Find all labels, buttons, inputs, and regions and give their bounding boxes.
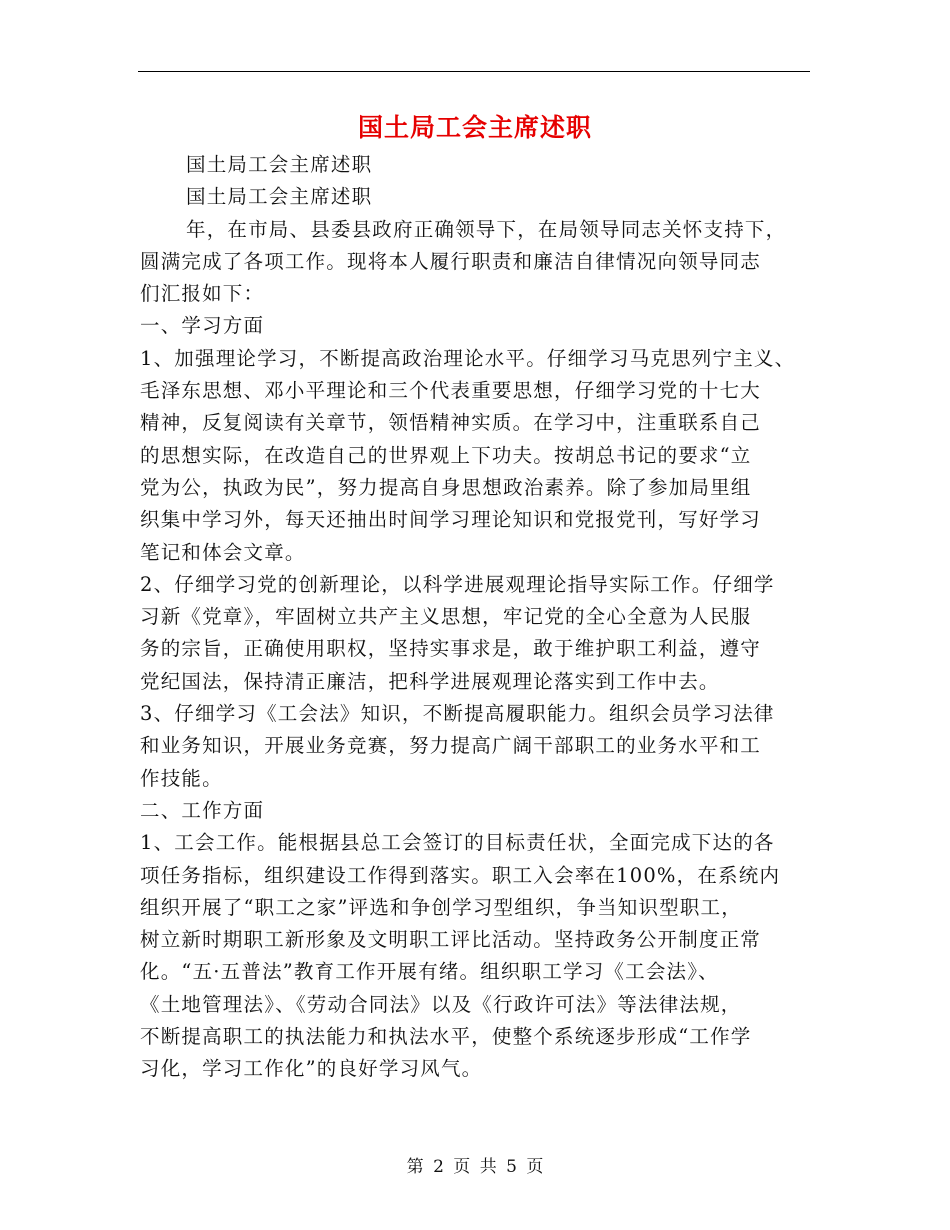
body-line: 项任务指标，组织建设工作得到落实。职工入会率在100%，在系统内	[140, 863, 781, 887]
body-line: 不断提高职工的执法能力和执法水平，使整个系统逐步形成“工作学	[140, 1025, 752, 1049]
section-heading: 一、学习方面	[140, 314, 265, 338]
page-footer: 第 2 页 共 5 页	[406, 1157, 544, 1177]
body-line: 组织开展了“职工之家”评选和争创学习型组织，争当知识型职工，	[140, 895, 742, 919]
body-line: 作技能。	[140, 766, 223, 790]
body-line: 习化，学习工作化”的良好学习风气。	[140, 1057, 483, 1081]
body-line: 圆满完成了各项工作。现将本人履行职责和廉洁自律情况向领导同志	[140, 249, 762, 273]
section-heading: 二、工作方面	[140, 798, 265, 822]
body-line: 的思想实际，在改造自己的世界观上下功夫。按胡总书记的要求“立	[140, 443, 752, 467]
body-line: 化。“五·五普法”教育工作开展有绪。组织职工学习《工会法》、	[140, 960, 719, 984]
document-body	[140, 149, 820, 1086]
body-line: 年，在市局、县委县政府正确领导下，在局领导同志关怀支持下，	[186, 217, 787, 241]
body-line: 习新《党章》，牢固树立共产主义思想，牢记党的全心全意为人民服	[140, 605, 752, 629]
body-line: 国土局工会主席述职	[186, 153, 373, 176]
body-line: 织集中学习外，每天还抽出时间学习理论知识和党报党刊，写好学习	[140, 508, 762, 532]
body-line: 毛泽东思想、邓小平理论和三个代表重要思想，仔细学习党的十七大	[140, 379, 762, 403]
body-line: 务的宗旨，正确使用职权，坚持实事求是，敢于维护职工利益，遵守	[140, 637, 762, 661]
document-title: 国土局工会主席述职	[357, 113, 592, 142]
body-line: 笔记和体会文章。	[140, 540, 306, 564]
body-line: 1、加强理论学习，不断提高政治理论水平。仔细学习马克思列宁主义、	[140, 346, 796, 370]
body-line: 和业务知识，开展业务竞赛，努力提高广阔干部职工的业务水平和工	[140, 734, 762, 758]
body-line: 树立新时期职工新形象及文明职工评比活动。坚持政务公开制度正常	[140, 928, 762, 952]
body-line: 3、仔细学习《工会法》知识，不断提高履职能力。组织会员学习法律	[140, 702, 775, 726]
body-line: 党为公，执政为民”，努力提高自身思想政治素养。除了参加局里组	[140, 475, 752, 499]
body-line: 2、仔细学习党的创新理论，以科学进展观理论指导实际工作。仔细学	[140, 572, 775, 596]
body-line: 们汇报如下：	[140, 282, 265, 306]
header-rule	[138, 71, 810, 72]
body-line: 《土地管理法》、《劳动合同法》以及《行政许可法》等法律法规，	[140, 992, 742, 1016]
body-line: 党纪国法，保持清正廉洁，把科学进展观理论落实到工作中去。	[140, 669, 720, 693]
body-line: 1、工会工作。能根据县总工会签订的目标责任状，全面完成下达的各	[140, 831, 775, 855]
body-line: 精神，反复阅读有关章节，领悟精神实质。在学习中，注重联系自己	[140, 411, 762, 435]
body-line: 国土局工会主席述职	[186, 185, 373, 209]
